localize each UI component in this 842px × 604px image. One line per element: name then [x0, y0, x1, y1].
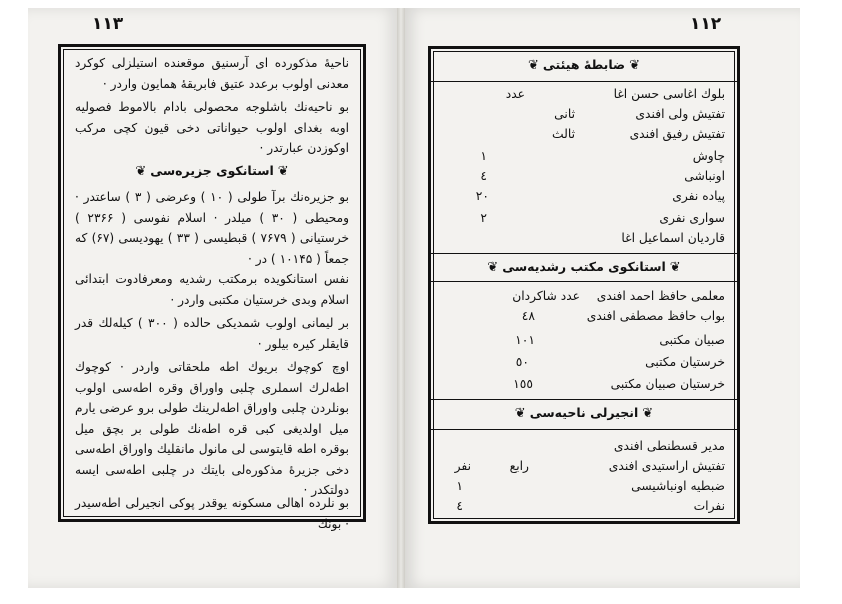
row-count: ٤ — [456, 499, 463, 513]
table-row — [443, 107, 725, 127]
row-count: ٢ — [480, 211, 487, 225]
row-name: قاردیان اسماعیل اغا — [621, 231, 725, 245]
section-heading-text: ضابطهٔ هیئتی — [542, 57, 626, 72]
table-row — [443, 377, 725, 397]
row-count: ١ — [456, 479, 463, 493]
table-row — [443, 87, 725, 107]
section-heading-text: استانکوی مکتب رشدیه‌سی — [502, 259, 666, 274]
row-name: نفرات — [693, 499, 725, 513]
paragraph-2: بو ناحیه‌نك باشلوجه محصولی بادام بالاموط فصولیه اوبه بغدای اولوب حیواناتی دخی قیون کچی مرکب اوکوزدن عبارتدر · — [75, 100, 349, 155]
table-row — [443, 149, 725, 169]
row-name: چاوش — [692, 149, 725, 163]
column-header: عدد — [505, 87, 525, 101]
paragraph-4: نفس استانکویده برمکتب رشدیه ومعرفادوت ابتدائی اسلام وبدی خرستیان مکتبی واردر · — [75, 272, 349, 307]
divider-rule — [431, 81, 737, 82]
section-heading-text: انجیرلی ناحیه‌سی — [529, 405, 639, 420]
table-row — [443, 499, 725, 519]
left-page-number: ١١٣ — [92, 14, 124, 34]
table-row — [443, 459, 725, 479]
row-name: بلوك اغاسی حسن اغا — [613, 87, 725, 101]
row-rank: رابع — [509, 459, 529, 473]
table-row — [443, 333, 725, 353]
divider-rule — [431, 429, 737, 430]
row-name: بواب حافظ مصطفی افندی — [586, 309, 725, 323]
row-name: ضبطیه اونباشیسی — [631, 479, 725, 493]
ornament-icon: ❦ — [135, 164, 147, 179]
row-count: ١٠١ — [515, 333, 535, 347]
table-row — [443, 127, 725, 147]
ornament-icon: ❦ — [527, 58, 539, 73]
left-page-frame — [58, 44, 366, 531]
table-row — [443, 231, 725, 251]
table-row — [443, 439, 725, 459]
divider-rule — [431, 253, 737, 254]
ornament-icon: ❦ — [514, 406, 526, 421]
paragraph-7: بو نلرده اهالی مسکونه یوقدر پوکی انجیرلی اطه‌سیدر · بونك — [75, 496, 349, 531]
row-name: تفتیش اراستیدی افندی — [608, 459, 725, 473]
row-name: معلمی حافظ احمد افندی — [596, 289, 725, 303]
ornament-icon: ❦ — [277, 164, 289, 179]
column-header: عدد شاکردان — [512, 289, 580, 303]
ornament-icon: ❦ — [642, 406, 654, 421]
row-count: ٤٨ — [521, 309, 535, 323]
row-rank: ثالث — [552, 127, 575, 141]
paragraph-1: ناحیهٔ مذکورده ای آرسنیق موقعنده استیلزلی کوکرد معدنی اولوب برعدد عتیق فابریقهٔ همایون واردر · — [75, 56, 349, 91]
row-rank: ثانی — [554, 107, 575, 121]
row-name: اونباشی — [684, 169, 725, 183]
row-name: تفتیش رفیق افندی — [629, 127, 725, 141]
table-row — [443, 355, 725, 375]
row-name: پیاده نفری — [672, 189, 725, 203]
section-heading-text: استانکوی جزیره‌سی — [150, 163, 274, 178]
right-page-frame — [428, 46, 740, 524]
row-count: نفر — [454, 459, 471, 473]
right-page-number: ١١٢ — [690, 14, 722, 34]
row-count: ٥٠ — [515, 355, 529, 369]
section-heading-zabita — [431, 57, 737, 73]
row-count: ١٥٥ — [513, 377, 533, 391]
section-heading-incirli — [431, 405, 737, 421]
ornament-icon: ❦ — [629, 58, 640, 73]
row-count: ١ — [480, 149, 487, 163]
row-name: خرستیان صبیان مکتبی — [610, 377, 725, 391]
row-count: ٤ — [480, 169, 487, 183]
row-name: سواری نفری — [659, 211, 725, 225]
divider-rule — [431, 281, 737, 282]
table-row — [443, 169, 725, 189]
ornament-icon: ❦ — [669, 260, 681, 275]
divider-rule — [431, 399, 737, 400]
table-row — [443, 479, 725, 499]
row-name: مدیر قسطنطی افندی — [613, 439, 725, 453]
section-heading-rusdiye — [431, 259, 737, 275]
row-name: تفتیش ولی افندی — [635, 107, 725, 121]
paragraph-3: بو جزیره‌نك برآ طولی ( ۱۰ ) وعرضی ( ۳ ) ساعتدر · ومحیطی ( ۳۰ ) میلدر · اسلام نفوسی ( ۲۳۶۶ ) خرستیانی ( ۷۶۷۹ ) قبطیسی ( ۳۳ ) یهودیسی (۶۷) که جمعاً ( ۱۰۱۴۵ ) در · — [75, 190, 350, 266]
section-heading-istanköy — [61, 163, 363, 179]
ornament-icon: ❦ — [487, 260, 499, 275]
table-row — [443, 189, 725, 209]
table-row — [443, 211, 725, 231]
paragraph-6: اوچ کوچوك بریوك اطه ملحقاتی واردر · کوچوك اطه‌لرك اسملری چلبی واوراق وقره اطه‌سی اولوب بونلردن چلبی واوراق اطه‌لرینك طولی برو عرضی یارم میل اولدیغی کبی قره اطه‌نك طولی بر بچق میل بوقره اطه قایتوسی لی مانول مانقلیك واوراق اطه‌سی دخی جزیرهٔ مذکوره‌لی بایتك در چلبی اطه‌سی ایسه دولتکدر · — [75, 360, 349, 497]
table-row — [443, 289, 725, 309]
row-name: صبیان مکتبی — [659, 333, 725, 347]
paragraph-5: بر لیمانی اولوب شمدیکی حالده ( ۳۰۰ ) کیله‌لك قدر قایقلر کیره بیلور · — [75, 316, 349, 351]
row-count: ٢٠ — [475, 189, 489, 203]
book-gutter — [397, 8, 405, 588]
row-name: خرستیان مکتبی — [645, 355, 725, 369]
table-row — [443, 309, 725, 329]
